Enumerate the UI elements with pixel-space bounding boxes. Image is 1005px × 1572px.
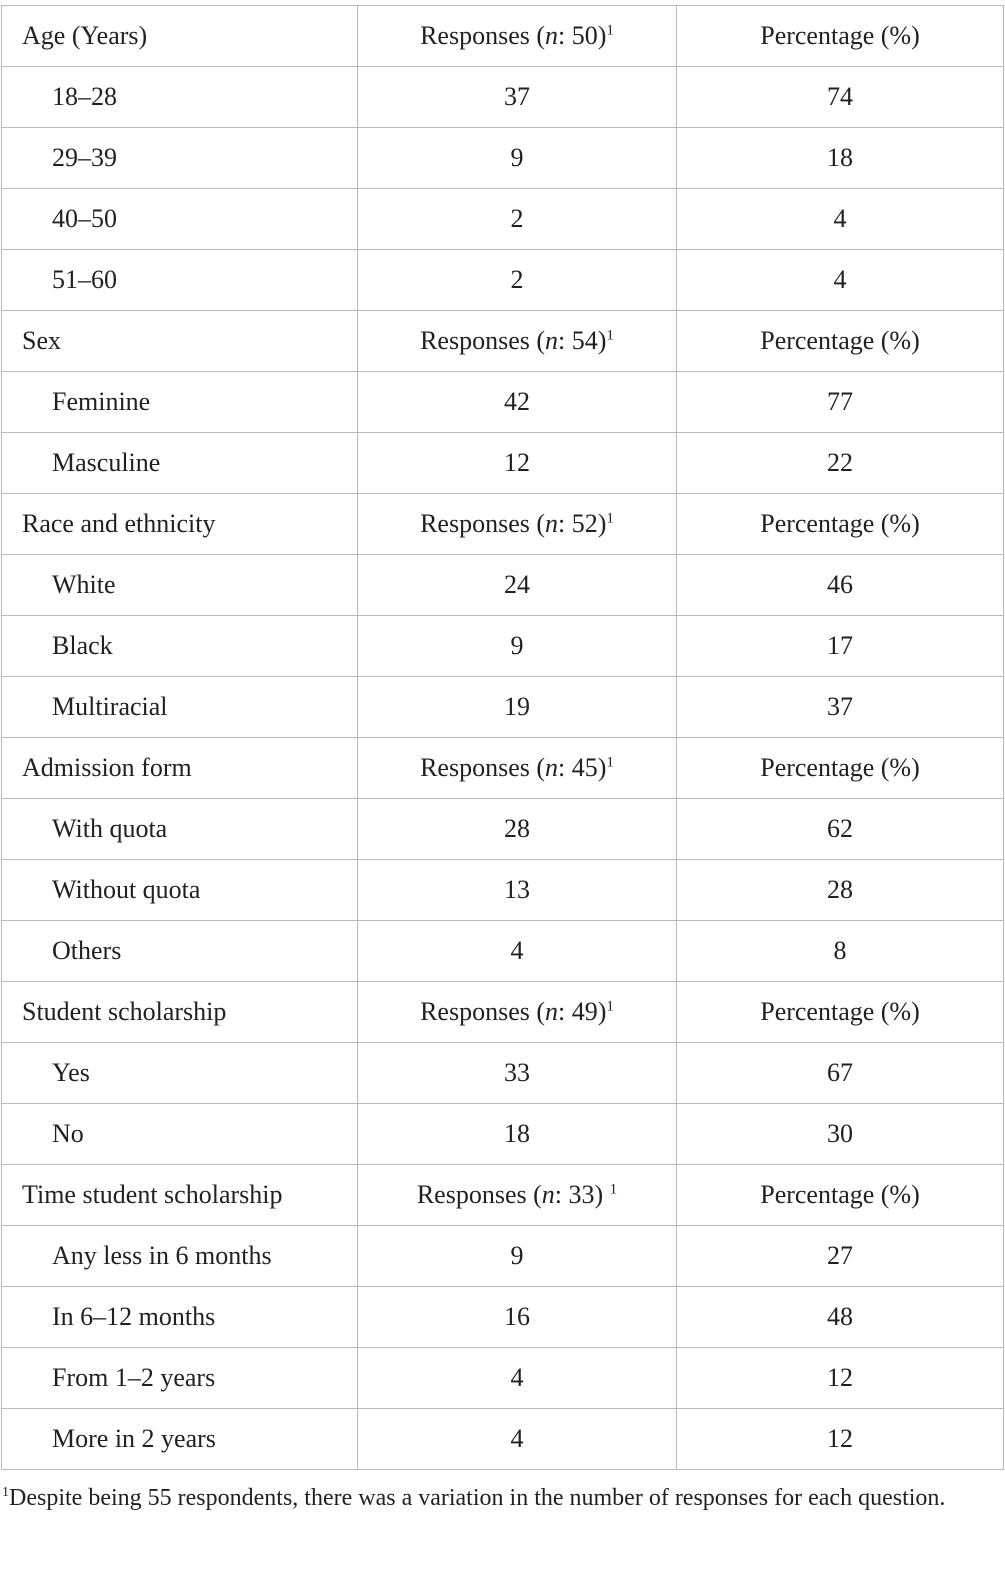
- responses-header: [358, 1165, 677, 1226]
- table-row: [2, 616, 1004, 677]
- n-value: : 45): [558, 753, 607, 782]
- table-row: [2, 1287, 1004, 1348]
- row-label: Any less in 6 months: [2, 1226, 358, 1287]
- responses-cell: 33: [358, 1043, 677, 1104]
- responses-cell: 9: [358, 1226, 677, 1287]
- row-label: Yes: [2, 1043, 358, 1104]
- responses-cell: 4: [358, 1348, 677, 1409]
- responses-cell: 2: [358, 189, 677, 250]
- percentage-cell: 4: [677, 250, 1004, 311]
- row-label: In 6–12 months: [2, 1287, 358, 1348]
- n-value: : 49): [558, 997, 607, 1026]
- section-header-row: [2, 6, 1004, 67]
- responses-header: [358, 982, 677, 1043]
- footnote-marker: 1: [609, 1181, 618, 1198]
- row-label: Black: [2, 616, 358, 677]
- row-label: 18–28: [2, 67, 358, 128]
- percentage-cell: 74: [677, 67, 1004, 128]
- table-row: [2, 921, 1004, 982]
- n-variable: n: [545, 326, 559, 355]
- section-header-row: [2, 311, 1004, 372]
- percentage-cell: 37: [677, 677, 1004, 738]
- footnote-text: Despite being 55 respondents, there was a variation in the number of responses for each question.: [9, 1485, 946, 1511]
- footnote-marker: 1: [606, 22, 614, 39]
- footnote-marker: 1: [606, 998, 614, 1015]
- responses-cell: 24: [358, 555, 677, 616]
- section-header-row: [2, 738, 1004, 799]
- percentage-cell: 12: [677, 1409, 1004, 1470]
- section-label: Admission form: [2, 738, 358, 799]
- table-row: [2, 1043, 1004, 1104]
- n-variable: n: [545, 753, 559, 782]
- responses-header: [358, 6, 677, 67]
- section-label: Race and ethnicity: [2, 494, 358, 555]
- responses-header: [358, 311, 677, 372]
- row-label: 51–60: [2, 250, 358, 311]
- table-row: [2, 250, 1004, 311]
- row-label: Others: [2, 921, 358, 982]
- table-row: [2, 860, 1004, 921]
- row-label: More in 2 years: [2, 1409, 358, 1470]
- row-label: With quota: [2, 799, 358, 860]
- demographics-table: [1, 5, 1004, 1470]
- responses-prefix: Responses (: [420, 753, 546, 782]
- percentage-cell: 27: [677, 1226, 1004, 1287]
- table-row: [2, 1348, 1004, 1409]
- row-label: Without quota: [2, 860, 358, 921]
- footnote-marker: 1: [606, 510, 614, 527]
- table-row: [2, 1104, 1004, 1165]
- section-label: Time student scholarship: [2, 1165, 358, 1226]
- section-label: Student scholarship: [2, 982, 358, 1043]
- table-row: [2, 555, 1004, 616]
- percentage-header: Percentage (%): [677, 738, 1004, 799]
- footnote-mark: 1: [2, 1485, 9, 1500]
- table-body: [2, 6, 1004, 1470]
- row-label: 40–50: [2, 189, 358, 250]
- table-row: [2, 128, 1004, 189]
- n-variable: n: [545, 997, 559, 1026]
- percentage-cell: 18: [677, 128, 1004, 189]
- responses-cell: 13: [358, 860, 677, 921]
- responses-cell: 42: [358, 372, 677, 433]
- responses-cell: 19: [358, 677, 677, 738]
- responses-cell: 4: [358, 1409, 677, 1470]
- row-label: White: [2, 555, 358, 616]
- percentage-cell: 62: [677, 799, 1004, 860]
- row-label: No: [2, 1104, 358, 1165]
- section-label: Sex: [2, 311, 358, 372]
- responses-cell: 9: [358, 616, 677, 677]
- section-header-row: [2, 1165, 1004, 1226]
- percentage-cell: 77: [677, 372, 1004, 433]
- percentage-cell: 67: [677, 1043, 1004, 1104]
- responses-cell: 28: [358, 799, 677, 860]
- percentage-header: Percentage (%): [677, 1165, 1004, 1226]
- n-value: : 33): [554, 1180, 610, 1209]
- responses-cell: 18: [358, 1104, 677, 1165]
- n-value: : 50): [558, 21, 607, 50]
- n-value: : 54): [558, 326, 607, 355]
- responses-cell: 9: [358, 128, 677, 189]
- section-header-row: [2, 494, 1004, 555]
- percentage-cell: 48: [677, 1287, 1004, 1348]
- row-label: 29–39: [2, 128, 358, 189]
- table-row: [2, 1226, 1004, 1287]
- percentage-cell: 4: [677, 189, 1004, 250]
- table-row: [2, 1409, 1004, 1470]
- n-value: : 52): [558, 509, 607, 538]
- table-row: [2, 799, 1004, 860]
- responses-header: [358, 738, 677, 799]
- n-variable: n: [545, 509, 559, 538]
- row-label: From 1–2 years: [2, 1348, 358, 1409]
- table-row: [2, 67, 1004, 128]
- footnote-marker: 1: [606, 754, 614, 771]
- row-label: Feminine: [2, 372, 358, 433]
- table-row: [2, 677, 1004, 738]
- responses-prefix: Responses (: [420, 21, 546, 50]
- section-header-row: [2, 982, 1004, 1043]
- row-label: Masculine: [2, 433, 358, 494]
- percentage-header: Percentage (%): [677, 311, 1004, 372]
- table-row: [2, 372, 1004, 433]
- responses-prefix: Responses (: [420, 509, 546, 538]
- row-label: Multiracial: [2, 677, 358, 738]
- table-footnote: [2, 1480, 992, 1517]
- responses-cell: 4: [358, 921, 677, 982]
- responses-prefix: Responses (: [420, 997, 546, 1026]
- responses-cell: 16: [358, 1287, 677, 1348]
- percentage-header: Percentage (%): [677, 6, 1004, 67]
- responses-cell: 2: [358, 250, 677, 311]
- responses-cell: 37: [358, 67, 677, 128]
- percentage-cell: 46: [677, 555, 1004, 616]
- table-row: [2, 433, 1004, 494]
- percentage-cell: 8: [677, 921, 1004, 982]
- responses-header: [358, 494, 677, 555]
- percentage-header: Percentage (%): [677, 982, 1004, 1043]
- percentage-cell: 30: [677, 1104, 1004, 1165]
- section-label: Age (Years): [2, 6, 358, 67]
- n-variable: n: [541, 1180, 555, 1209]
- percentage-cell: 17: [677, 616, 1004, 677]
- percentage-header: Percentage (%): [677, 494, 1004, 555]
- n-variable: n: [545, 21, 559, 50]
- percentage-cell: 28: [677, 860, 1004, 921]
- responses-prefix: Responses (: [420, 326, 546, 355]
- table-row: [2, 189, 1004, 250]
- responses-cell: 12: [358, 433, 677, 494]
- percentage-cell: 12: [677, 1348, 1004, 1409]
- footnote-marker: 1: [606, 327, 614, 344]
- percentage-cell: 22: [677, 433, 1004, 494]
- responses-prefix: Responses (: [416, 1180, 542, 1209]
